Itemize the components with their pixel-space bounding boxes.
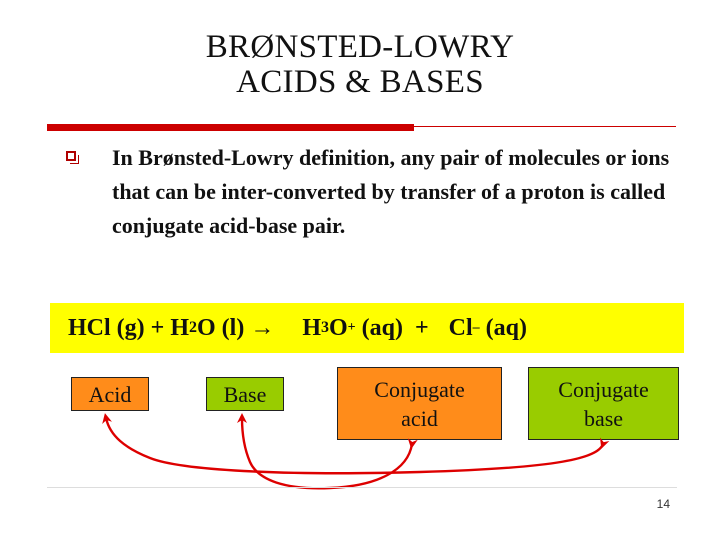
title-underline-thick [47,124,414,131]
acid-label-box [71,377,149,411]
conjugate-acid-line-2: acid [401,405,438,431]
eq-product-cl: Cl [448,314,473,341]
eq-product-h3o-state: (aq) + [355,314,441,341]
base-label-box [206,377,284,411]
title-underline-thin [414,126,676,127]
hollow-square-bullet-icon [66,151,76,161]
conjugate-base-label-box [528,367,679,440]
slide-title [0,30,720,100]
eq-product-h3o-o: O [329,314,348,341]
conjugate-base-line-2: base [583,405,624,431]
eq-product-cl-state: (aq) [479,314,528,341]
conjugate-base-line-1: Conjugate [558,376,649,402]
title-line-2: ACIDS & BASES [236,64,484,100]
eq-reactants-hcl: HCl (g) + H [68,314,189,341]
bullet-definition-text: In Brønsted-Lowry definition, any pair of molecules or ions that can be inter-converted by transfer of a proton is called conjugate acid-base pair. [112,145,670,238]
eq-reactants-h2o: O (l) → [197,314,281,341]
conjugate-acid-label-box [337,367,502,440]
reaction-equation: HCl (g) + H 2 O (l) → H 3 O + (aq) + Cl – (aq) [50,303,684,353]
eq-product-h3o-h: H [302,314,321,341]
title-line-1: BRØNSTED-LOWRY [205,29,515,65]
conjugate-acid-line-1: Conjugate [374,376,465,402]
footer-divider [47,487,677,488]
page-number: 14 [656,497,670,511]
acid-label: Acid [88,381,132,407]
base-label: Base [223,381,267,407]
